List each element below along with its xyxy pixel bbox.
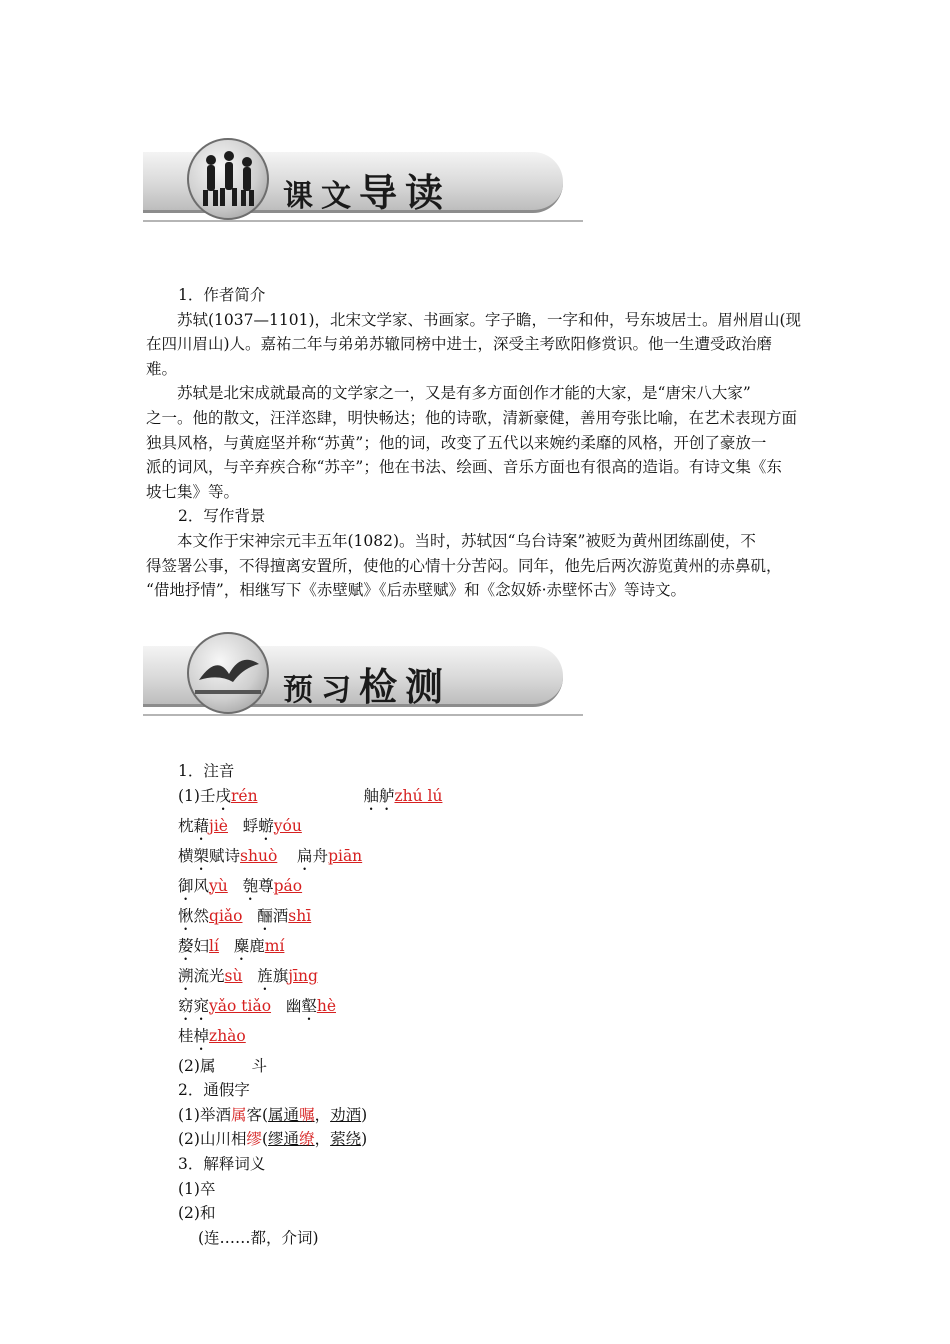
banner-title: 课文导读: [283, 171, 452, 215]
list-item: 嫠妇lí 麋鹿mí: [178, 936, 285, 955]
paragraph-background: 本文作于宋神宗元丰五年(1082)。当时，苏轼因“乌台诗案”被贬为黄州团练副使，不 得签署公事，不得擅离安置所，使他的心情十分苦闷。同年，他先后两次游览黄州的赤鼻矶， “借地抒情”，相继写下《赤壁赋》《后赤壁赋》和《念奴娇·赤壁怀古》等诗文。: [146, 531, 782, 600]
dancers-icon: [187, 138, 269, 220]
list-item: 窈窕yǎo tiǎo 幽壑hè: [178, 996, 336, 1015]
list-item: (2)山川相缪(缪通缭，萦绕): [178, 1130, 368, 1149]
preview-text: [178, 759, 808, 1250]
heading-word-meaning: 3．解释词义: [178, 1154, 266, 1173]
list-item: 枕藉jiè 蜉蝣yóu: [178, 816, 302, 835]
heading-author: 1．作者简介: [178, 286, 266, 304]
section-banner-intro: [143, 138, 563, 222]
list-item: 桂棹zhào: [178, 1026, 246, 1045]
bird-icon: [187, 632, 269, 714]
list-item: (1)壬戌rén 舳舻zhú lú: [178, 786, 443, 805]
list-item: 横槊赋诗shuò 扁舟piān: [178, 846, 363, 865]
banner-title: 预习检测: [283, 665, 452, 709]
heading-tongjiazi: 2．通假字: [178, 1081, 250, 1100]
intro-text: [146, 283, 808, 603]
heading-pronunciation: 1．注音: [178, 762, 235, 780]
list-item: 溯流光sù 旌旗jīng: [178, 966, 318, 985]
list-item: (1)卒: [178, 1179, 216, 1198]
paragraph-author-bio: 苏轼(1037—1101)，北宋文学家、书画家。字子瞻，一字和仲，号东坡居士。眉州眉山(现 在四川眉山)人。嘉祐二年与弟弟苏辙同榜中进士，深受主考欧阳修赏识。他一生遭受政治磨 难。 苏轼是北宋成就最高的文学家之一，又是有多方面创作才能的大家，是“唐宋八大家” 之一。他的散文，汪洋恣肆，明快畅达；他的诗歌，清新豪健，善用夸张比喻，在艺术表现方面 独具风格，与黄庭坚并称“苏黄”；他的词，改变了五代以来婉约柔靡的风格，开创了豪放一 派的词风，与辛弃疾合称“苏辛”；他在书法、绘画、音乐方面也有很高的造诣。有诗文集《东 坡七集》等。: [146, 310, 802, 501]
list-item: (2)和: [178, 1204, 216, 1223]
section-banner-preview: [143, 632, 563, 716]
list-item: (连……都，介词): [198, 1228, 319, 1247]
list-item: (2)属 斗: [178, 1056, 267, 1075]
list-item: (1)举酒属客(属通嘱，劝酒): [178, 1105, 368, 1124]
list-item: 御风yù 匏尊páo: [178, 876, 303, 895]
list-item: 愀然qiǎo 酾酒shī: [178, 906, 312, 925]
heading-background: 2．写作背景: [178, 507, 266, 526]
